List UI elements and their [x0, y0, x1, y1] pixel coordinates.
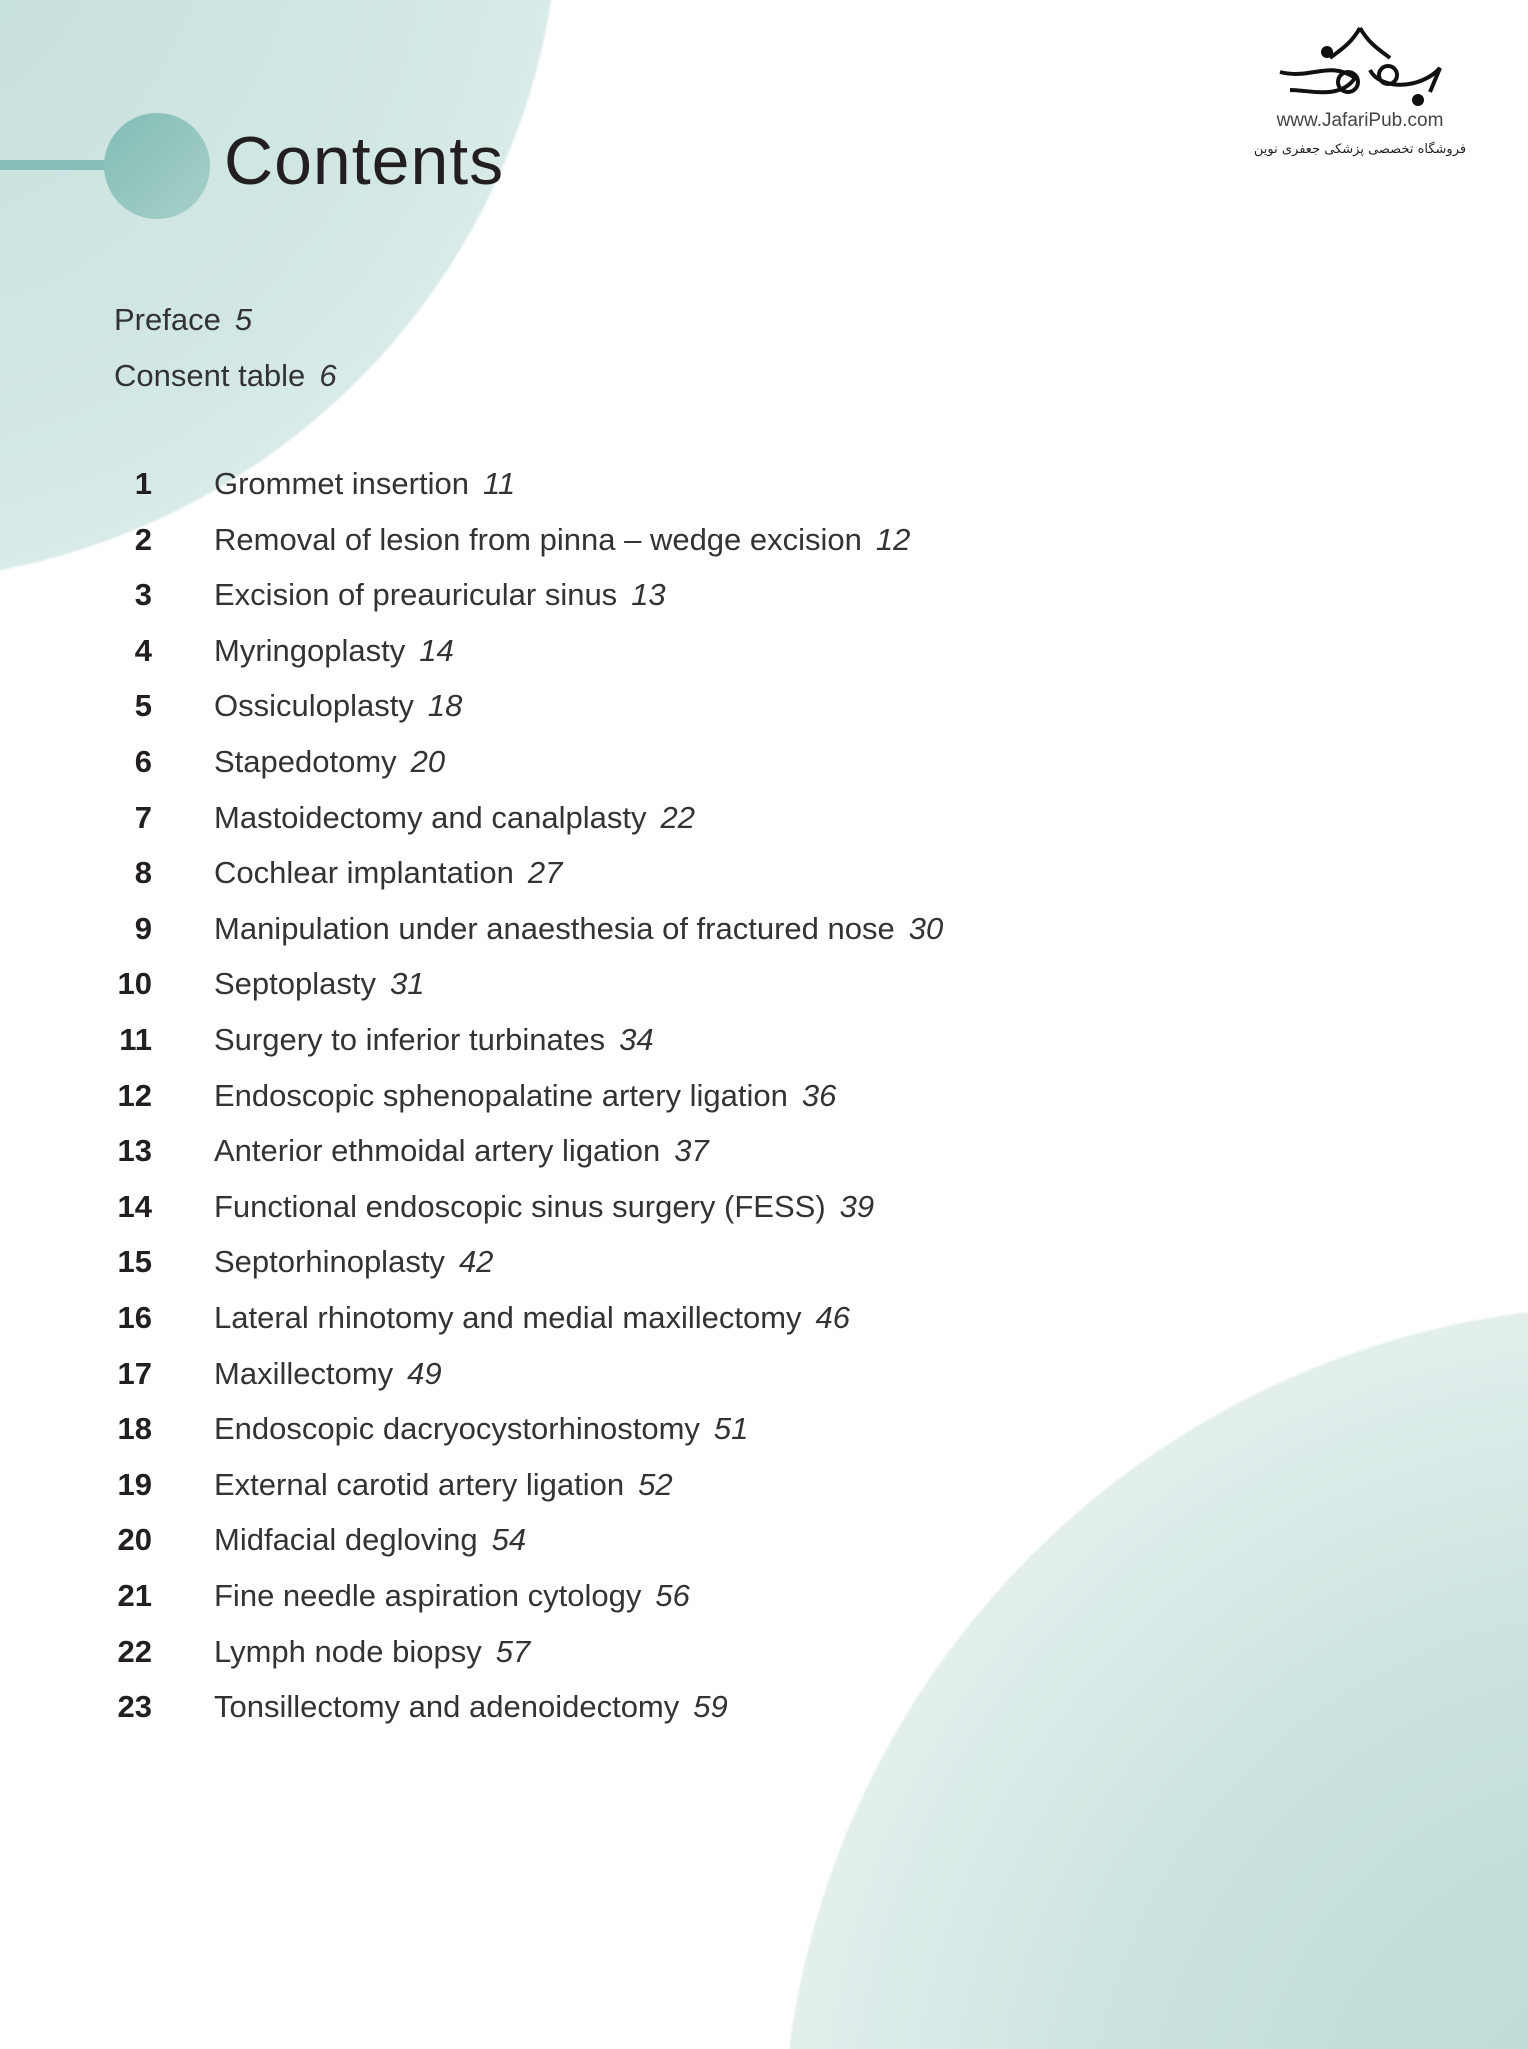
- chapter-entry[interactable]: [0, 688, 1100, 738]
- chapter-title: Endoscopic sphenopalatine artery ligation: [214, 1077, 788, 1113]
- chapter-number: 3: [134, 577, 152, 613]
- chapter-entry[interactable]: [0, 1189, 1100, 1239]
- page-number: 59: [693, 1689, 728, 1725]
- chapter-title: Anterior ethmoidal artery ligation: [214, 1133, 661, 1169]
- chapter-title: Tonsillectomy and adenoidectomy: [214, 1689, 680, 1725]
- title-bullet-circle: [104, 113, 210, 219]
- chapter-number: 22: [117, 1633, 152, 1669]
- page-title: Contents: [224, 123, 505, 199]
- chapter-entry[interactable]: [0, 466, 1100, 516]
- chapter-number: 1: [134, 466, 152, 501]
- chapter-number: 6: [134, 744, 152, 779]
- chapter-number: 14: [117, 1188, 152, 1224]
- chapter-number: 15: [117, 1244, 152, 1280]
- chapter-title: Excision of preauricular sinus: [214, 577, 618, 613]
- page-number: 52: [638, 1466, 673, 1502]
- page-number: 37: [674, 1133, 709, 1169]
- page-number: 51: [713, 1411, 749, 1447]
- chapter-title: Removal of lesion from pinna – wedge excision: [214, 521, 862, 557]
- chapter-number: 7: [134, 799, 152, 835]
- chapter-number: 16: [117, 1300, 152, 1335]
- page-number: 36: [801, 1077, 837, 1113]
- page-number: 14: [419, 632, 454, 668]
- chapter-number: 12: [117, 1077, 152, 1113]
- page-number: 6: [319, 358, 337, 393]
- logo-tagline: فروشگاه تخصصی پزشکی جعفری نوین: [1253, 142, 1467, 157]
- calligraphy-logo-icon: [1270, 20, 1450, 110]
- chapter-title: Septoplasty: [214, 966, 376, 1002]
- chapter-entry[interactable]: [0, 1467, 1100, 1517]
- chapter-number: 10: [117, 966, 152, 1002]
- page-number: 27: [527, 855, 563, 891]
- front-matter-label: Preface: [114, 302, 221, 337]
- chapter-number: 13: [117, 1133, 152, 1169]
- page-number: 11: [482, 466, 516, 501]
- page-number: 12: [875, 521, 911, 557]
- chapter-title: Grommet insertion: [214, 466, 469, 501]
- chapter-title: Myringoplasty: [214, 632, 406, 668]
- chapter-number: 21: [117, 1578, 152, 1613]
- front-matter-item[interactable]: [114, 302, 252, 338]
- chapter-entry[interactable]: [0, 911, 1100, 961]
- chapter-title: External carotid artery ligation: [214, 1466, 625, 1502]
- chapter-entry[interactable]: [0, 1522, 1100, 1572]
- chapter-number: 17: [117, 1355, 152, 1391]
- page-number: 18: [427, 688, 463, 724]
- chapter-entry[interactable]: [0, 1411, 1100, 1461]
- chapter-number: 8: [134, 855, 152, 891]
- chapter-entry[interactable]: [0, 1634, 1100, 1684]
- page-number: 46: [815, 1300, 851, 1335]
- chapter-number: 5: [134, 688, 152, 724]
- page-number: 57: [495, 1633, 531, 1669]
- chapter-entry[interactable]: [0, 855, 1100, 905]
- chapter-entry[interactable]: [0, 522, 1100, 572]
- chapter-title: Functional endoscopic sinus surgery (FESS): [214, 1188, 826, 1224]
- page-number: 22: [660, 799, 695, 835]
- page-number: 20: [410, 744, 446, 779]
- chapter-number: 19: [117, 1466, 152, 1502]
- page-number: 13: [631, 577, 666, 613]
- chapter-entry[interactable]: [0, 577, 1100, 627]
- chapter-number: 23: [117, 1689, 152, 1725]
- page-number: 34: [619, 1022, 654, 1057]
- page-number: 54: [491, 1522, 527, 1558]
- page-number: 30: [908, 910, 944, 946]
- chapter-title: Septorhinoplasty: [214, 1244, 445, 1280]
- page-number: 39: [839, 1188, 875, 1224]
- page-number: 42: [458, 1244, 494, 1280]
- page-number: 56: [655, 1578, 690, 1613]
- chapter-number: 18: [117, 1411, 152, 1447]
- chapter-title: Surgery to inferior turbinates: [214, 1022, 606, 1057]
- page-number: 31: [390, 966, 425, 1002]
- chapter-entry[interactable]: [0, 1244, 1100, 1294]
- chapter-entry[interactable]: [0, 744, 1100, 794]
- page-number: 49: [407, 1355, 442, 1391]
- chapter-title: Maxillectomy: [214, 1355, 394, 1391]
- chapter-entry[interactable]: [0, 1356, 1100, 1406]
- chapter-number: 9: [134, 910, 152, 946]
- chapter-entry[interactable]: [0, 1578, 1100, 1628]
- chapter-number: 2: [134, 521, 152, 557]
- chapter-title: Fine needle aspiration cytology: [214, 1578, 642, 1613]
- chapter-entry[interactable]: [0, 1078, 1100, 1128]
- title-rule: [0, 160, 110, 170]
- chapter-entry[interactable]: [0, 1022, 1100, 1072]
- chapter-entry[interactable]: [0, 966, 1100, 1016]
- chapter-number: 4: [134, 632, 152, 668]
- chapter-number: 20: [117, 1522, 152, 1558]
- front-matter-label: Consent table: [114, 358, 306, 393]
- chapter-title: Lymph node biopsy: [214, 1633, 482, 1669]
- chapter-title: Lateral rhinotomy and medial maxillectomy: [214, 1300, 802, 1335]
- chapter-title: Manipulation under anaesthesia of fractured nose: [214, 910, 895, 946]
- page-number: 5: [234, 302, 253, 337]
- chapter-title: Stapedotomy: [214, 744, 397, 779]
- chapter-title: Endoscopic dacryocystorhinostomy: [214, 1411, 700, 1447]
- chapter-entry[interactable]: [0, 800, 1100, 850]
- chapter-entry[interactable]: [0, 1133, 1100, 1183]
- chapter-title: Ossiculoplasty: [214, 688, 414, 724]
- chapter-title: Midfacial degloving: [214, 1522, 478, 1558]
- chapter-entry[interactable]: [0, 1689, 1100, 1739]
- chapter-entry[interactable]: [0, 633, 1100, 683]
- publisher-logo[interactable]: [1240, 20, 1480, 157]
- logo-url: www.JafariPub.com: [1276, 110, 1444, 131]
- front-matter-item[interactable]: [114, 358, 337, 394]
- chapter-entry[interactable]: [0, 1300, 1100, 1350]
- chapter-title: Cochlear implantation: [214, 855, 514, 891]
- chapter-title: Mastoidectomy and canalplasty: [214, 799, 647, 835]
- chapter-number: 11: [119, 1022, 152, 1057]
